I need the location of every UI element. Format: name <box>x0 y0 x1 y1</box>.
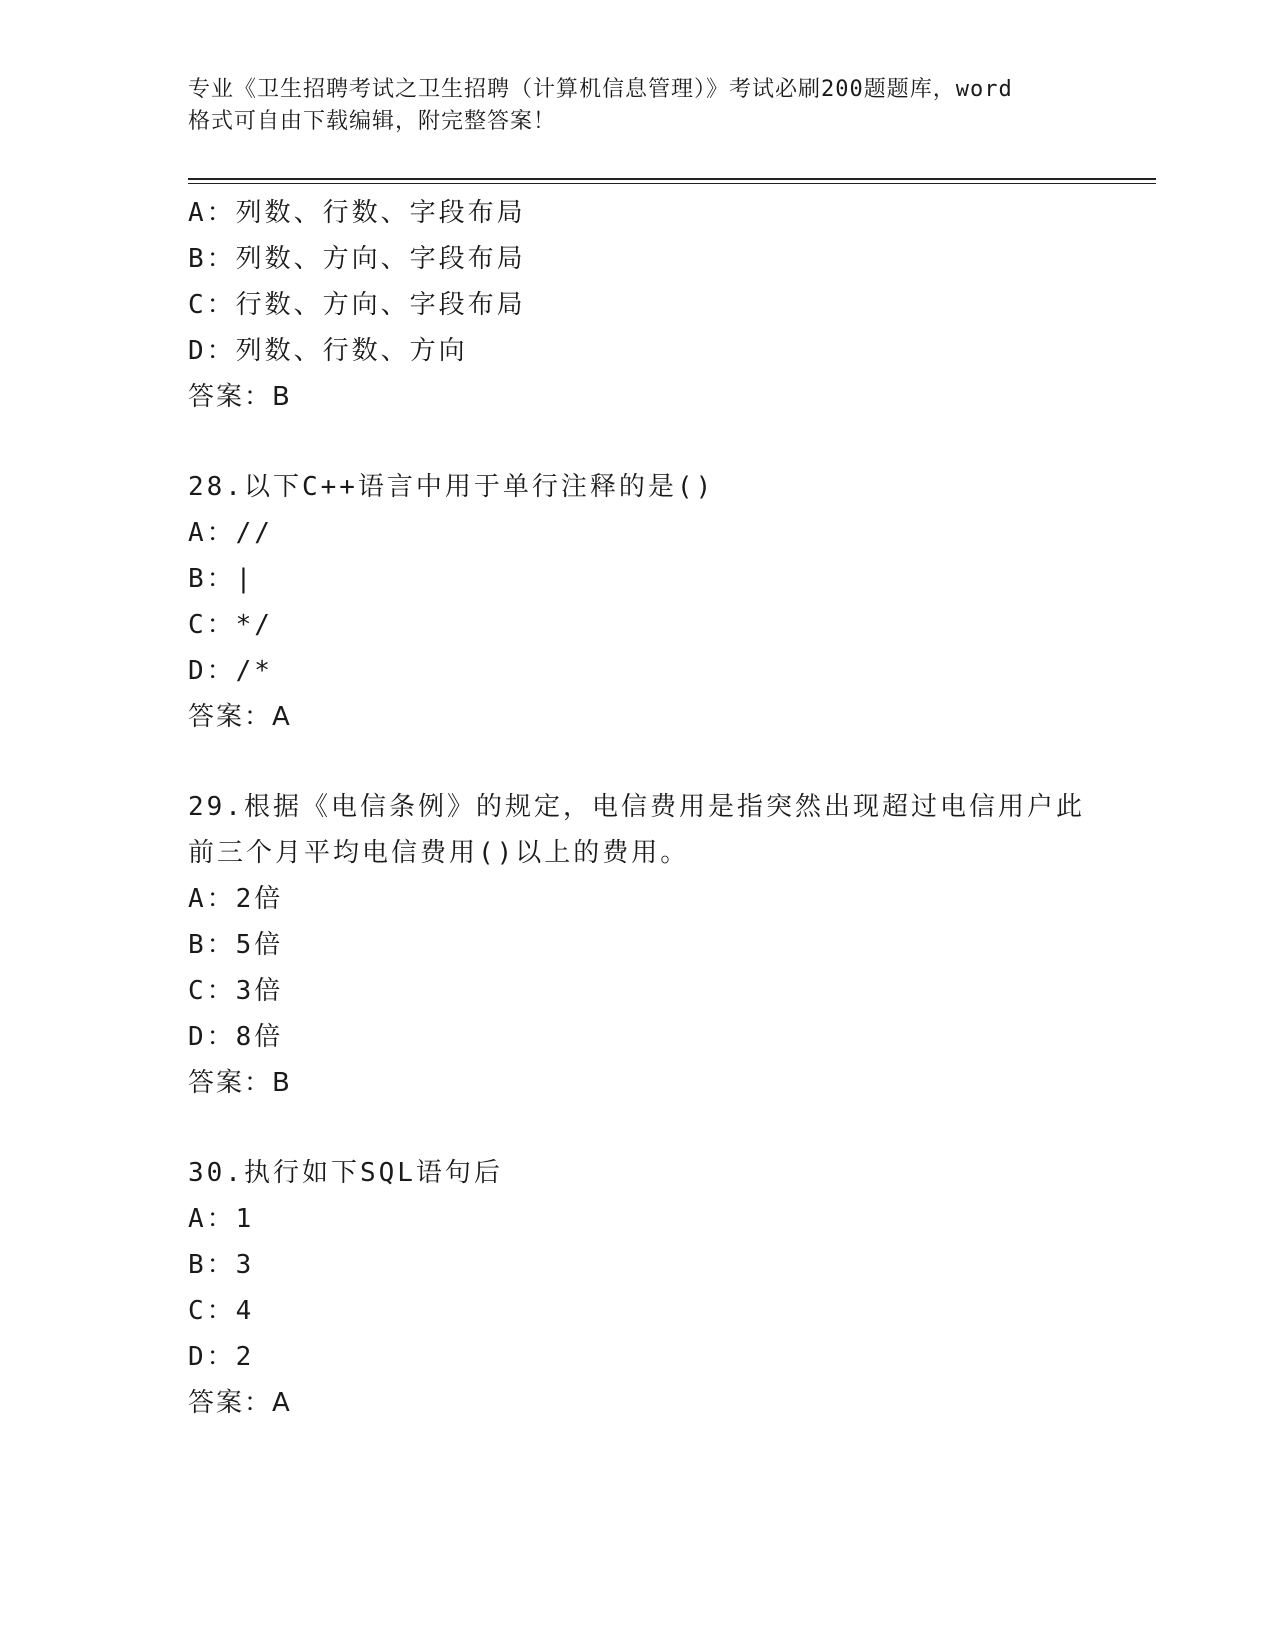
option-d: D：2 <box>188 1342 255 1372</box>
option-a: A：2倍 <box>188 884 284 914</box>
option-d: D：8倍 <box>188 1022 284 1052</box>
option-b: B：| <box>188 564 255 594</box>
option-a: A：列数、行数、字段布局 <box>188 198 526 228</box>
question-block-27 <box>188 190 1088 420</box>
option-b: B：3 <box>188 1250 255 1280</box>
option-b: B：5倍 <box>188 930 284 960</box>
option-c: C：4 <box>188 1296 255 1326</box>
option-b: B：列数、方向、字段布局 <box>188 244 526 274</box>
question-text: 28.以下C++语言中用于单行注释的是() <box>188 472 715 502</box>
option-c: C：*/ <box>188 610 273 640</box>
option-a: A：1 <box>188 1204 255 1234</box>
header-line-1: 专业《卫生招聘考试之卫生招聘（计算机信息管理）》考试必刷200题题库，word <box>188 77 1013 102</box>
header-divider-thick <box>188 178 1156 180</box>
spacer <box>188 1106 1088 1150</box>
question-text-line-2: 前三个月平均电信费用()以上的费用。 <box>188 838 690 868</box>
answer-line: 答案：A <box>188 1388 292 1418</box>
header-divider-thin <box>188 183 1156 184</box>
answer-line: 答案：A <box>188 702 292 732</box>
option-a: A：// <box>188 518 273 548</box>
answer-line: 答案：B <box>188 1068 292 1098</box>
question-text: 30.执行如下SQL语句后 <box>188 1158 503 1188</box>
spacer <box>188 420 1088 464</box>
header-line-2: 格式可自由下载编辑，附完整答案！ <box>188 109 557 134</box>
question-list <box>188 190 1088 1426</box>
question-block-30 <box>188 1150 1088 1426</box>
option-c: C：行数、方向、字段布局 <box>188 290 526 320</box>
question-block-28 <box>188 464 1088 740</box>
spacer <box>188 740 1088 784</box>
question-block-29 <box>188 784 1088 1106</box>
option-c: C：3倍 <box>188 976 284 1006</box>
option-d: D：/* <box>188 656 273 686</box>
document-header <box>188 74 1088 138</box>
option-d: D：列数、行数、方向 <box>188 336 468 366</box>
answer-line: 答案：B <box>188 382 292 412</box>
question-text-line-1: 29.根据《电信条例》的规定，电信费用是指突然出现超过电信用户此 <box>188 792 1085 822</box>
